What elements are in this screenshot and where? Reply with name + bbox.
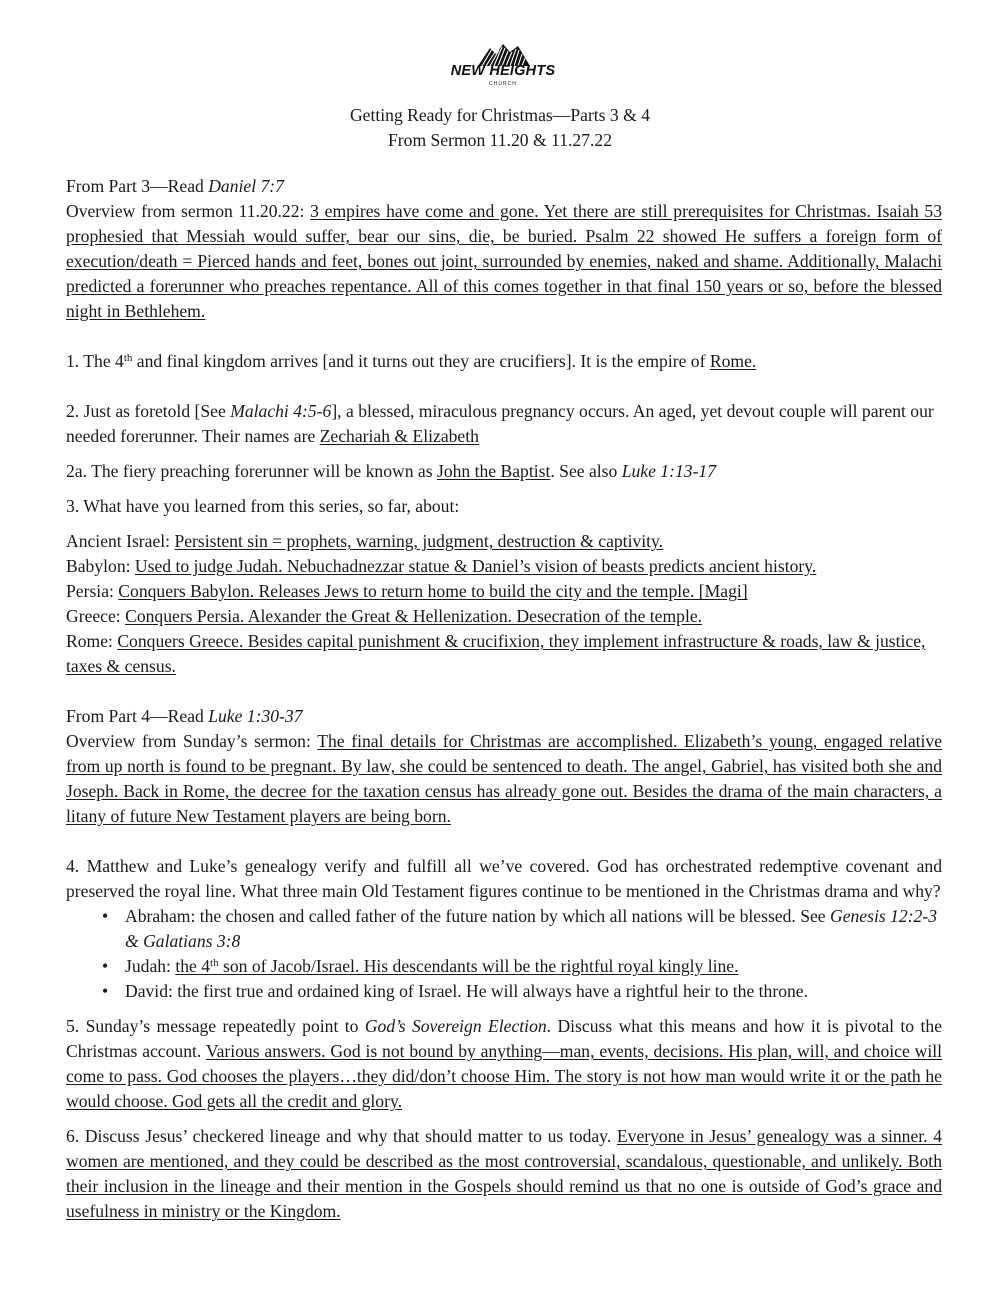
list-item-abraham: • Abraham: the chosen and called father of the future nation by which all nations will be blessed. See Genesis 12:2-3 & Galatians 3:8 (102, 906, 938, 951)
question-2-answer: Zechariah & Elizabeth (319, 426, 479, 446)
empire-label: Babylon: (66, 556, 135, 576)
document-body (66, 174, 942, 1224)
question-6-answer: Everyone in Jesus’ genealogy was a sinner. 4 women are mentioned, and they could be described as the most controversial, scandalous, questionable, and unlikely. Both their inclusion in the lineage and their mention in the Gospels should remind us that no one is outside of God’s grace and usefulness in ministry or the Kingdom. (66, 1126, 942, 1221)
list-item-judah: • Judah: the 4th son of Jacob/Israel. His descendants will be the rightful royal kingly line. (102, 956, 739, 976)
empire-list (66, 529, 942, 679)
empire-answer: Conquers Babylon. Releases Jews to return home to build the city and the temple. [Magi] (118, 581, 748, 601)
part3-overview-answer: 3 empires have come and gone. Yet there are still prerequisites for Christmas. Isaiah 53 prophesied that Messiah would suffer, bear our sins, die, be buried. Psalm 22 showed He suffers a foreign form of execution/death = Pierced hands and feet, bones out joint, surrounded by enemies, naked and shame. Additionally, Malachi predicted a forerunner who preaches repentance. All of this comes together in that final 150 years or so, before the blessed night in Bethlehem. (66, 201, 942, 321)
empire-row (66, 554, 942, 579)
list-item-david: • David: the first true and ordained king of Israel. He will always have a rightful heir to the throne. (102, 981, 809, 1001)
judah-answer: the 4th son of Jacob/Israel. His descendants will be the rightful royal kingly line. (175, 956, 739, 976)
part4-overview-answer: The final details for Christmas are accomplished. Elizabeth’s young, engaged relative from up north is found to be pregnant. By law, she could be sentenced to death. The angel, Gabriel, has visited both she and Joseph. Back in Rome, the decree for the taxation census has already gone out. Besides the drama of the main characters, a litany of future New Testament players are being born. (66, 731, 943, 826)
title-line-1: Getting Ready for Christmas—Parts 3 & 4 (349, 105, 651, 125)
empire-label: Greece: (66, 606, 126, 626)
empire-row (66, 579, 942, 604)
empire-answer: Conquers Persia. Alexander the Great & Hellenization. Desecration of the temple. (125, 606, 703, 626)
part3-scripture-ref: Daniel 7:7 (208, 176, 284, 196)
question-4: 4. Matthew and Luke’s genealogy verify and fulfill all we’ve covered. God has orchestrated redemptive covenant and preserved the royal line. What three main Old Testament figures continue to be mentioned in the Christmas drama and why? (66, 856, 942, 901)
question-2a: 2a. The fiery preaching forerunner will be known as John the Baptist. See also Luke 1:13-17 (66, 461, 717, 481)
empire-answer: Persistent sin = prophets, warning, judgment, destruction & captivity. (174, 531, 664, 551)
empire-row (66, 529, 942, 554)
question-3: 3. What have you learned from this series, so far, about: (66, 496, 460, 516)
question-1: 1. The 4th and final kingdom arrives [and it turns out they are crucifiers]. It is the empire of Rome. (66, 351, 757, 371)
empire-label: Rome: (66, 631, 118, 651)
question-2: 2. Just as foretold [See Malachi 4:5-6], a blessed, miraculous pregnancy occurs. An aged, yet devout couple will parent our needed forerunner. Their names are Zechariah & Elizabeth (66, 401, 934, 446)
empire-row (66, 604, 942, 629)
part3-overview: Overview from sermon 11.20.22: 3 empires have come and gone. Yet there are still prerequisites for Christmas. Isaiah 53 prophesied that Messiah would suffer, bear our sins, die, be buried. Psalm 22 showed He suffers a foreign form of execution/death = Pierced hands and feet, bones out joint, surrounded by enemies, naked and shame. Additionally, Malachi predicted a forerunner who preaches repentance. All of this comes together in that final 150 years or so, before the blessed night in Bethlehem. (66, 201, 942, 321)
title-line-2: From Sermon 11.20 & 11.27.22 (388, 130, 612, 150)
part3-heading: From Part 3—Read Daniel 7:7 (66, 176, 284, 196)
empire-label: Persia: (66, 581, 119, 601)
logo-subtitle: CHURCH (489, 81, 517, 87)
empire-answer: Conquers Greece. Besides capital punishment & crucifixion, they implement infrastructure & roads, law & justice, taxes & census. (66, 631, 926, 676)
question-5: 5. Sunday’s message repeatedly point to God’s Sovereign Election. Discuss what this means and how it is pivotal to the Christmas account. Various answers. God is not bound by anything—man, events, decisions. His plan, will, and choice will come to pass. God chooses the players…they did/don’t choose Him. The story is not how man would write it or the path he would choose. God gets all the credit and glory. (66, 1016, 942, 1111)
empire-row (66, 629, 942, 679)
logo-wordmark: NEW HEIGHTS (450, 63, 556, 79)
question-5-answer: Various answers. God is not bound by anything—man, events, decisions. His plan, will, and choice will come to pass. God chooses the players…they did/don’t choose Him. The story is not how man would write it or the path he would choose. God gets all the credit and glory. (66, 1041, 942, 1111)
part4-overview: Overview from Sunday’s sermon: The final details for Christmas are accomplished. Elizabeth’s young, engaged relative from up north is found to be pregnant. By law, she could be sentenced to death. The angel, Gabriel, has visited both she and Joseph. Back in Rome, the decree for the taxation census has already gone out. Besides the drama of the main characters, a litany of future New Testament players are being born. (66, 731, 943, 826)
empire-answer: Used to judge Judah. Nebuchadnezzar statue & Daniel’s vision of beasts predicts ancient history. (134, 556, 817, 576)
page-title (0, 103, 1000, 153)
empire-label: Ancient Israel: (66, 531, 175, 551)
question-2a-answer: John the Baptist (436, 461, 551, 481)
question-1-answer: Rome. (709, 351, 757, 371)
figures-list (66, 904, 942, 1004)
question-6: 6. Discuss Jesus’ checkered lineage and why that should matter to us today. Everyone in Jesus’ genealogy was a sinner. 4 women are mentioned, and they could be described as the most controversial, scandalous, questionable, and unlikely. Both their inclusion in the lineage and their mention in the Gospels should remind us that no one is outside of God’s grace and usefulness in ministry or the Kingdom. (66, 1126, 942, 1221)
church-logo (448, 40, 558, 98)
part4-heading: From Part 4—Read Luke 1:30-37 (66, 706, 303, 726)
part4-scripture-ref: Luke 1:30-37 (208, 706, 303, 726)
